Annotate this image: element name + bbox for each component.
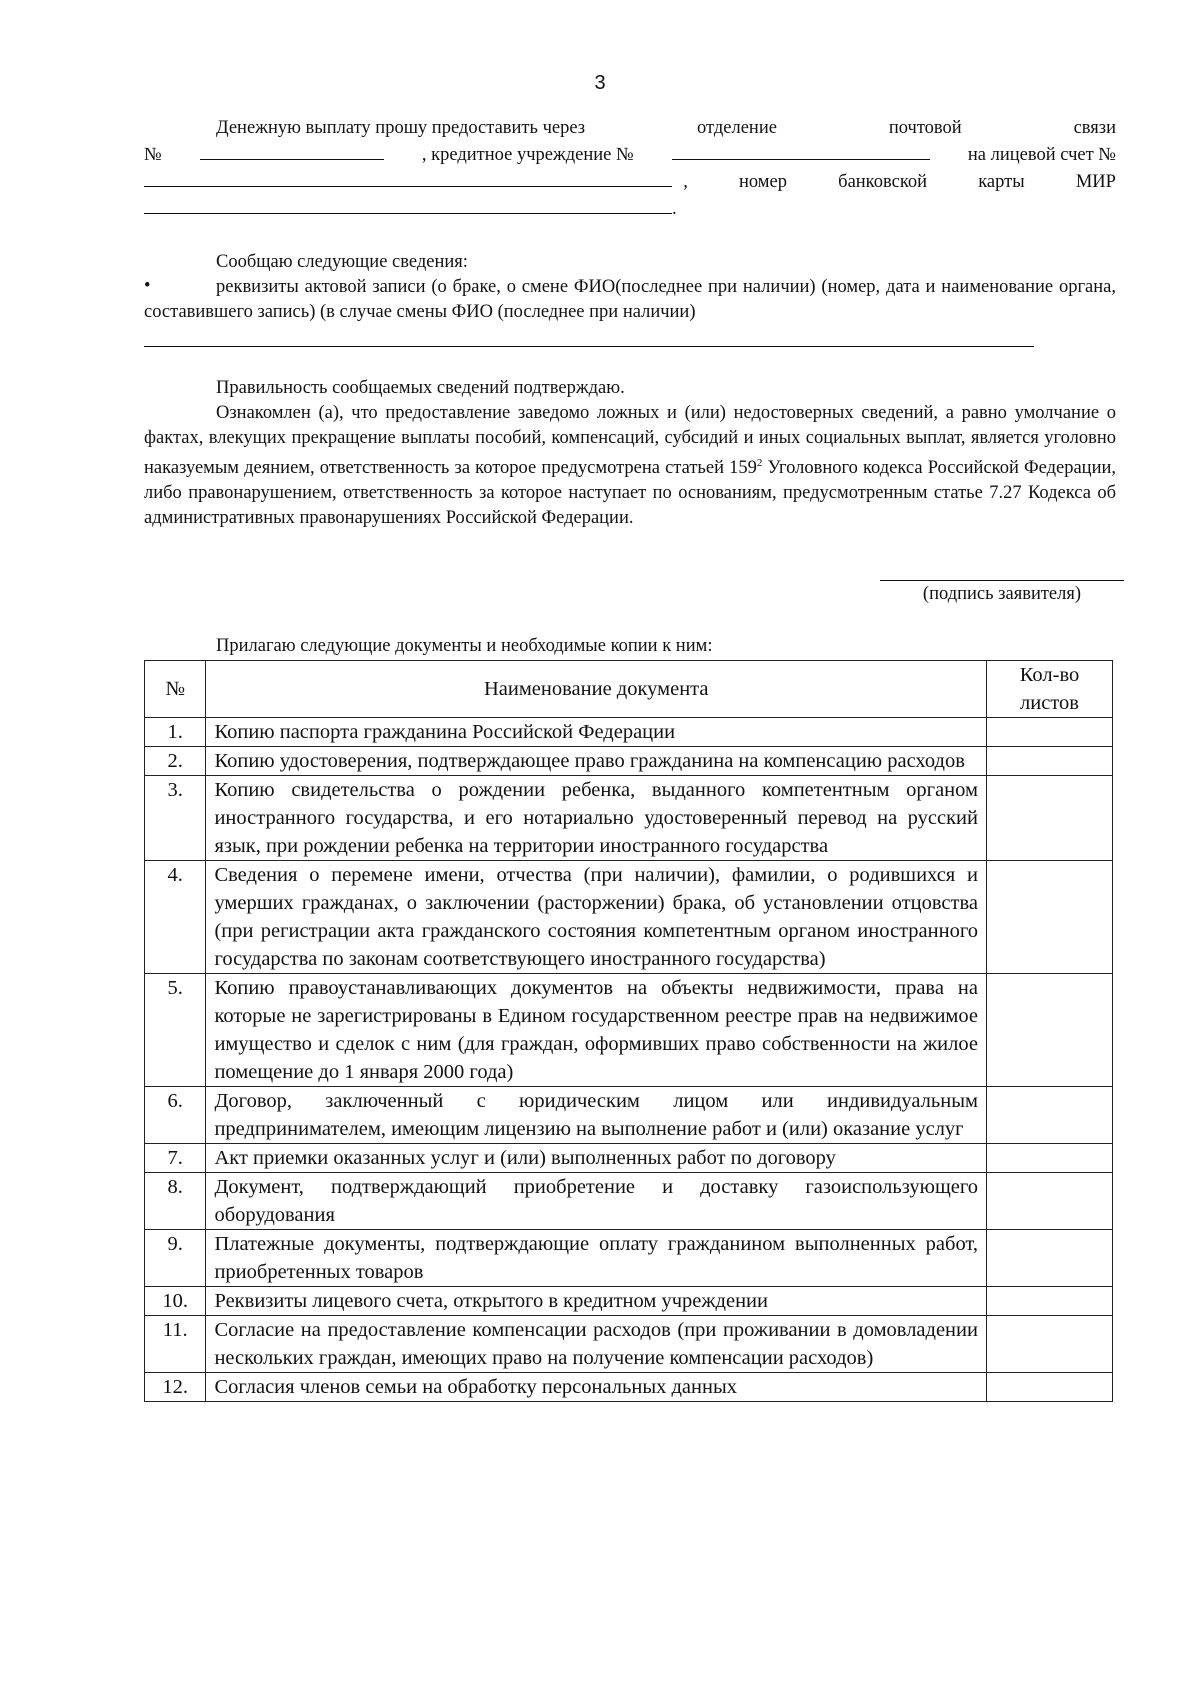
credit-institution-label: , кредитное учреждение № xyxy=(421,145,634,165)
table-row xyxy=(145,974,1113,1087)
row-number: 5. xyxy=(145,974,206,1087)
table-row xyxy=(145,1316,1113,1373)
account-label: на лицевой счет № xyxy=(967,145,1116,165)
card-number-blank[interactable] xyxy=(144,195,672,214)
payment-line1-word: связи xyxy=(1073,118,1116,138)
row-number: 4. xyxy=(145,861,206,974)
table-row xyxy=(145,1230,1113,1287)
table-row xyxy=(145,1087,1113,1144)
article-superscript: 2 xyxy=(756,457,763,469)
document-name: Согласия членов семьи на обработку персональных данных xyxy=(206,1373,987,1402)
header-num: № xyxy=(145,661,206,718)
info-intro: Сообщаю следующие сведения: xyxy=(216,252,468,272)
sheet-count-cell[interactable] xyxy=(986,776,1112,861)
payment-line1-text: Денежную выплату прошу предоставить через xyxy=(216,118,586,138)
post-office-number-label: № xyxy=(144,145,162,165)
table-row xyxy=(145,1173,1113,1230)
row-number: 12. xyxy=(145,1373,206,1402)
bullet-icon: • xyxy=(144,276,151,296)
document-name: Договор, заключенный с юридическим лицом или индивидуальным предпринимателем, имеющим лицензию на выполнение работ и (или) оказание услуг xyxy=(206,1087,987,1144)
signature-line[interactable] xyxy=(880,580,1124,581)
signature-caption: (подпись заявителя) xyxy=(922,584,1082,604)
table-row xyxy=(145,776,1113,861)
sheet-count-cell[interactable] xyxy=(986,1087,1112,1144)
confirm-acknowledge: Ознакомлен (а), что предоставление заведомо ложных и (или) недостоверных сведений, а равно умолчание о фактах, влекущих прекращение выплаты пособий, компенсаций, субсидий и иных социальных выплат, является уголовно наказуемым деянием, ответственность за которое предусмотрена статьей $159^2$ Уголовного кодекса Российской Федерации, либо правонарушением, ответственность за которое наступает по основаниям, предусмотренным статье 7.27 Кодекса об административных правонарушениях Российской Федерации. xyxy=(144,403,1116,529)
info-blank-line[interactable] xyxy=(144,346,1034,347)
payment-line1-word: почтовой xyxy=(888,118,962,138)
row-number: 2. xyxy=(145,747,206,776)
row-number: 10. xyxy=(145,1287,206,1316)
row-number: 1. xyxy=(145,718,206,747)
header-qty: Кол-во листов xyxy=(986,661,1112,718)
document-name: Согласие на предоставление компенсации расходов (при проживании в домовладении нескольких граждан, имеющих право на получение компенсации расходов) xyxy=(206,1316,987,1373)
document-name: Копию правоустанавливающих документов на объекты недвижимости, права на которые не зарегистрированы в Едином государственном реестре прав на недвижимое имущество и сделок с ним (для граждан, оформивших право собственности на жилое помещение до 1 января 2000 года) xyxy=(206,974,987,1087)
payment-line-4 xyxy=(144,195,1116,222)
row-number: 3. xyxy=(145,776,206,861)
confirm-correctness: Правильность сообщаемых сведений подтверждаю. xyxy=(216,378,625,398)
table-header-row xyxy=(145,661,1113,718)
table-row xyxy=(145,1373,1113,1402)
header-name: Наименование документа xyxy=(206,661,987,718)
payment-line3-comma: , xyxy=(683,172,688,192)
sheet-count-cell[interactable] xyxy=(986,1230,1112,1287)
info-item-text: реквизиты актовой записи (о браке, о смене ФИО(последнее при наличии) (номер, дата и наименование органа, составившего запись) (в случае смены ФИО (последнее при наличии) xyxy=(144,277,1116,322)
payment-line4-dot: . xyxy=(672,199,677,219)
row-number: 7. xyxy=(145,1144,206,1173)
sheet-count-cell[interactable] xyxy=(986,1316,1112,1373)
sheet-count-cell[interactable] xyxy=(986,718,1112,747)
sheet-count-cell[interactable] xyxy=(986,1287,1112,1316)
card-label-word: банковской xyxy=(838,172,928,192)
info-item xyxy=(144,275,1116,325)
document-name: Акт приемки оказанных услуг и (или) выполненных работ по договору xyxy=(206,1144,987,1173)
table-body xyxy=(145,718,1113,1402)
payment-line-3 xyxy=(144,168,1116,195)
attachments-intro: Прилагаю следующие документы и необходимые копии к ним: xyxy=(216,636,713,656)
card-label-word: номер xyxy=(739,172,787,192)
payment-line1-word: отделение xyxy=(697,118,777,138)
table-row xyxy=(145,1287,1113,1316)
table-row xyxy=(145,718,1113,747)
page-number: 3 xyxy=(594,72,606,94)
payment-line-2 xyxy=(144,141,1116,168)
row-number: 11. xyxy=(145,1316,206,1373)
sheet-count-cell[interactable] xyxy=(986,974,1112,1087)
card-label-word: карты xyxy=(978,172,1025,192)
payment-paragraph xyxy=(144,116,1116,222)
card-label-word: МИР xyxy=(1075,172,1116,192)
row-number: 8. xyxy=(145,1173,206,1230)
sheet-count-cell[interactable] xyxy=(986,1173,1112,1230)
document-name: Реквизиты лицевого счета, открытого в кредитном учреждении xyxy=(206,1287,987,1316)
credit-institution-blank[interactable] xyxy=(672,141,930,160)
row-number: 9. xyxy=(145,1230,206,1287)
document-name: Платежные документы, подтверждающие оплату гражданином выполненных работ, приобретенных товаров xyxy=(206,1230,987,1287)
document-name: Сведения о перемене имени, отчества (при наличии), фамилии, о родившихся и умерших гражданах, о заключении (расторжении) брака, об установлении отцовства (при регистрации акта гражданского состояния компетентным органом иностранного государства по законам соответствующего иностранного государства) xyxy=(206,861,987,974)
table-row xyxy=(145,747,1113,776)
post-office-number-blank[interactable] xyxy=(200,141,384,160)
document-name: Копию удостоверения, подтверждающее право гражданина на компенсацию расходов xyxy=(206,747,987,776)
sheet-count-cell[interactable] xyxy=(986,747,1112,776)
sheet-count-cell[interactable] xyxy=(986,861,1112,974)
document-name: Копию паспорта гражданина Российской Федерации xyxy=(206,718,987,747)
account-number-blank[interactable] xyxy=(144,168,672,187)
sheet-count-cell[interactable] xyxy=(986,1373,1112,1402)
payment-line-1 xyxy=(144,116,1116,141)
table-row xyxy=(145,1144,1113,1173)
sheet-count-cell[interactable] xyxy=(986,1144,1112,1173)
document-name: Документ, подтверждающий приобретение и доставку газоиспользующего оборудования xyxy=(206,1173,987,1230)
row-number: 6. xyxy=(145,1087,206,1144)
table-row xyxy=(145,861,1113,974)
document-name: Копию свидетельства о рождении ребенка, выданного компетентным органом иностранного государства, и его нотариально удостоверенный перевод на русский язык, при рождении ребенка на территории иностранного государства xyxy=(206,776,987,861)
documents-table xyxy=(144,660,1113,1402)
